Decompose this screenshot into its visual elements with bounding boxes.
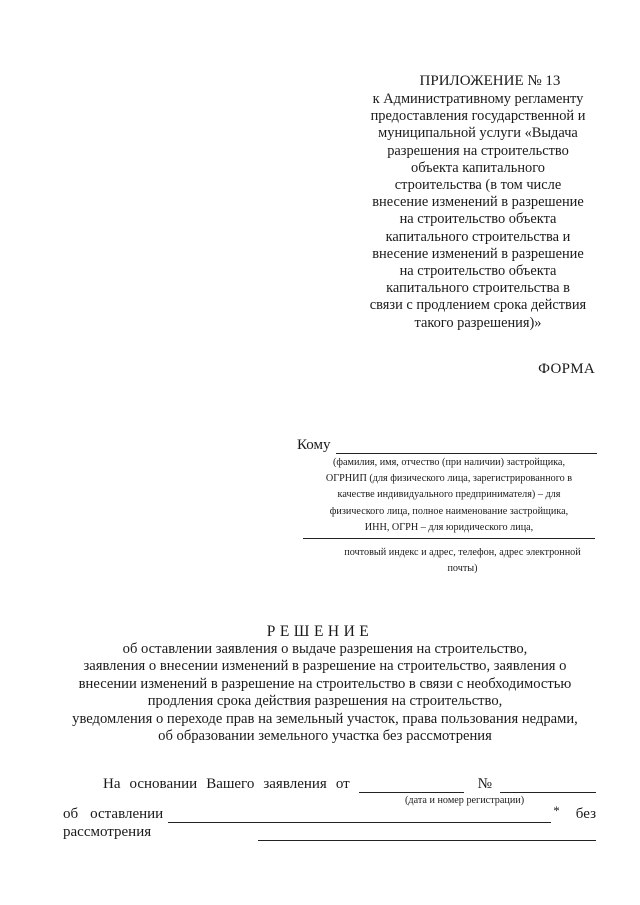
appendix-line: объекта капитального (411, 159, 545, 176)
footnote-marker: * (553, 803, 560, 818)
appendix-line: строительства (в том числе (394, 177, 562, 194)
refusal-word: рассмотрения (63, 824, 152, 840)
number-sign: № (477, 776, 492, 792)
appendix-line: внесение изменений в разрешение (372, 194, 584, 211)
refusal-word: без (575, 806, 596, 822)
appendix-line: на строительство объекта (399, 263, 557, 280)
basis-word: заявления (263, 776, 327, 792)
basis-word: Вашего (206, 776, 255, 792)
appendix-line: внесение изменений в разрешение (372, 245, 584, 262)
appendix-line: на строительство объекта (399, 211, 557, 228)
recipient-hint-line: (фамилия, имя, отчество (при наличии) застройщика, (332, 457, 566, 468)
appendix-line: такого разрешения)» (414, 314, 542, 331)
refusal-continuation-line[interactable] (258, 826, 596, 841)
application-date-line[interactable] (359, 778, 464, 793)
recipient-address-line[interactable] (303, 538, 595, 539)
recipient-name-line[interactable] (336, 439, 597, 454)
recipient-hint-line: ОГРНИП (для физического лица, зарегистрированного в (325, 473, 573, 485)
appendix-line: капитального строительства в (386, 280, 570, 297)
decision-line: об оставлении заявления о выдаче разрешения на строительство, (122, 641, 528, 657)
address-hint (330, 545, 595, 577)
appendix-line: разрешения на строительство (387, 142, 569, 159)
basis-word: основании (129, 776, 198, 792)
decision-line: заявления о внесении изменений в разрешение на строительство, заявления о (83, 658, 567, 675)
appendix-title: ПРИЛОЖЕНИЕ № 13 (419, 73, 561, 89)
appendix-line: капитального строительства и (385, 228, 571, 245)
decision-line: продления срока действия разрешения на строительство, (147, 693, 503, 710)
decision-line: уведомления о переходе прав на земельный участок, права пользования недрами, (72, 710, 578, 727)
recipient-label: Кому (297, 437, 331, 453)
consider-row (63, 824, 596, 841)
decision-line: об образовании земельного участка без рассмотрения (158, 728, 492, 745)
form-label: ФОРМА (538, 361, 595, 377)
recipient-hint (303, 455, 595, 536)
registration-number-line[interactable] (500, 778, 596, 793)
appendix-line: предоставления государственной и (370, 108, 586, 125)
basis-row (103, 776, 596, 793)
refusal-row (63, 803, 596, 823)
appendix-line: к Административному регламенту (372, 91, 584, 107)
address-hint-line: почтовый индекс и адрес, телефон, адрес электронной (344, 547, 581, 558)
basis-word: На (103, 776, 121, 792)
registration-hint: (дата и номер регистрации) (405, 795, 525, 806)
decision-line: внесении изменений в разрешение на строительство в связи с необходимостью (78, 675, 572, 692)
appendix-text (360, 91, 596, 332)
appendix-line: муниципальной услуги «Выдача (378, 125, 578, 142)
decision-subject (45, 641, 605, 745)
address-hint-line: почты) (447, 563, 478, 575)
basis-word: от (335, 776, 350, 792)
decision-title: РЕШЕНИЕ (266, 623, 374, 640)
appendix-line: связи с продлением срока действия (369, 297, 587, 314)
recipient-hint-line: ИНН, ОГРН – для юридического лица, (364, 521, 534, 533)
refusal-word: об (63, 806, 79, 822)
refusal-word: оставлении (90, 806, 164, 822)
recipient-field (297, 436, 597, 454)
recipient-hint-line: физического лица, полное наименование застройщика, (329, 505, 569, 517)
recipient-hint-line: качестве индивидуального предпринимателя) – для (337, 489, 561, 501)
document-name-line[interactable] (168, 808, 551, 823)
